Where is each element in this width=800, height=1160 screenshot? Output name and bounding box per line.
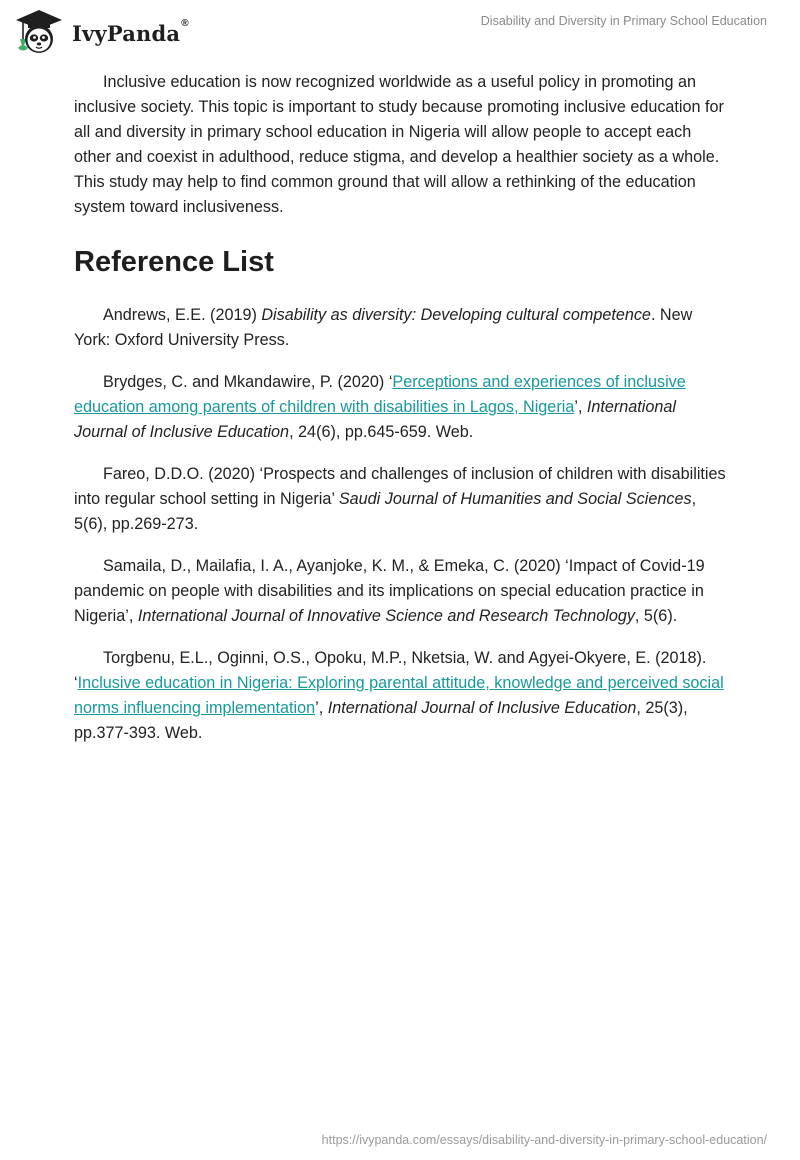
brand-name (72, 17, 189, 46)
reference-item (74, 646, 726, 746)
ivypanda-logo[interactable] (14, 8, 189, 56)
registered-mark: ® (181, 17, 189, 29)
brand-name-text: IvyPanda (72, 20, 181, 46)
reference-link[interactable]: Inclusive education in Nigeria: Exploring parental attitude, knowledge and perceived social norms influencing implementation (74, 674, 724, 717)
reference-details: , 25(3), pp.377-393. Web. (74, 699, 688, 742)
reference-text: ’, (315, 699, 328, 717)
reference-item (74, 303, 726, 353)
page-header (0, 0, 800, 64)
reference-text: Fareo, D.D.O. (2020) ‘Prospects and challenges of inclusion of children with disabilities into regular school setting in Nigeria’ (74, 465, 726, 508)
reference-journal: International Journal of Inclusive Education (74, 398, 677, 441)
intro-paragraph: Inclusive education is now recognized worldwide as a useful policy in promoting an inclusive society. This topic is important to study because promoting inclusive education for all and diversity in primary school education in Nigeria will allow people to accept each other and coexist in adulthood, reduce stigma, and develop a healthier society as a whole. This study may help to find common ground that will allow a rethinking of the education system toward inclusiveness. (74, 73, 724, 216)
reference-list (74, 303, 726, 746)
reference-journal: International Journal of Innovative Science and Research Technology (137, 607, 635, 625)
reference-title: Disability as diversity: Developing cultural competence (261, 306, 651, 324)
reference-list-heading: Reference List (74, 246, 274, 278)
reference-text: Andrews, E.E. (2019) (103, 306, 262, 324)
reference-link[interactable]: Perceptions and experiences of inclusive education among parents of children with disabilities in Lagos, Nigeria (74, 373, 686, 416)
source-url: https://ivypanda.com/essays/disability-and-diversity-in-primary-school-education/ (321, 1133, 767, 1147)
reference-text: Brydges, C. and Mkandawire, P. (2020) ‘ (103, 373, 393, 391)
reference-journal: International Journal of Inclusive Education (327, 699, 637, 717)
reference-item (74, 370, 726, 445)
reference-journal: Saudi Journal of Humanities and Social Sciences (338, 490, 692, 508)
reference-item (74, 462, 726, 537)
reference-details: , 5(6), pp.269-273. (74, 490, 697, 533)
reference-details: , 24(6), pp.645-659. Web. (289, 423, 474, 441)
reference-item (74, 554, 726, 629)
panda-graduate-icon (14, 8, 64, 56)
reference-text: Torgbenu, E.L., Oginni, O.S., Opoku, M.P., Nketsia, W. and Agyei-Okyere, E. (2018). ‘ (74, 649, 707, 692)
reference-details: , 5(6). (634, 607, 678, 625)
reference-details: . New York: Oxford University Press. (74, 306, 693, 349)
reference-text: Samaila, D., Mailafia, I. A., Ayanjoke, K. M., & Emeka, C. (2020) ‘Impact of Covid-19 pandemic on people with disabilities and its implications on special education practice in Nigeria’, (74, 557, 705, 625)
reference-text: ’, (574, 398, 587, 416)
essay-content (74, 70, 726, 763)
document-title: Disability and Diversity in Primary School Education (480, 14, 767, 28)
